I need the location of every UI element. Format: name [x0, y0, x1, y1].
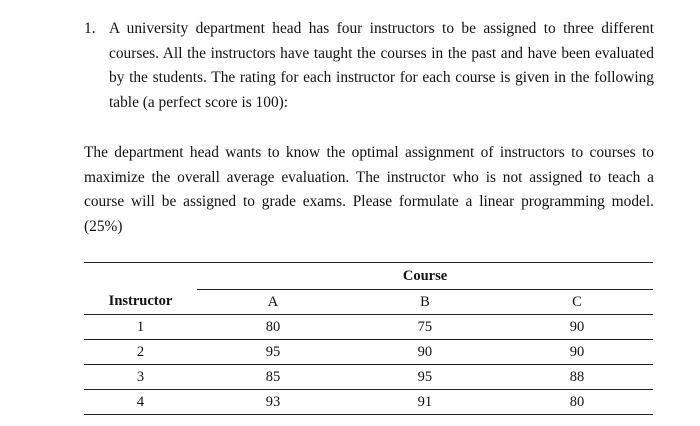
table-header-blank — [84, 263, 197, 290]
instructor-cell: 3 — [84, 365, 197, 390]
instructor-cell: 2 — [84, 340, 197, 365]
question-1 — [84, 17, 654, 115]
instructor-header: Instructor — [84, 290, 197, 315]
instructor-cell: 1 — [84, 315, 197, 340]
rating-cell: 90 — [501, 315, 653, 340]
rating-cell: 90 — [349, 340, 501, 365]
rating-cell: 95 — [197, 340, 349, 365]
rating-cell: 85 — [197, 365, 349, 390]
rating-cell: 80 — [197, 315, 349, 340]
table-row — [84, 365, 653, 390]
rating-cell: 93 — [197, 390, 349, 415]
instructor-cell: 4 — [84, 390, 197, 415]
course-header: Course — [197, 263, 653, 290]
table-row — [84, 315, 653, 340]
rating-cell: 88 — [501, 365, 653, 390]
table-header-row-columns — [84, 290, 653, 315]
rating-cell: 91 — [349, 390, 501, 415]
rating-cell: 80 — [501, 390, 653, 415]
column-header-c: C — [501, 290, 653, 315]
column-header-a: A — [197, 290, 349, 315]
table-row — [84, 340, 653, 365]
question-number: 1. — [84, 20, 96, 37]
instructions-paragraph: The department head wants to know the optimal assignment of instructors to courses to maximize the overall average evaluation. The instructor who is not assigned to teach a course will be assigned to grade exams. Please formulate a linear programming model. (25%) — [84, 144, 654, 235]
ratings-table — [84, 262, 653, 415]
rating-cell: 75 — [349, 315, 501, 340]
table-header-row-course — [84, 263, 653, 290]
ratings-table-grid — [84, 262, 653, 415]
column-header-b: B — [349, 290, 501, 315]
question-text: A university department head has four instructors to be assigned to three different courses. All the instructors have taught the courses in the past and have been evaluated by the students. The rating for each instructor for each course is given in the following table (a perfect score is 100): — [109, 20, 654, 111]
rating-cell: 95 — [349, 365, 501, 390]
table-row — [84, 390, 653, 415]
rating-cell: 90 — [501, 340, 653, 365]
